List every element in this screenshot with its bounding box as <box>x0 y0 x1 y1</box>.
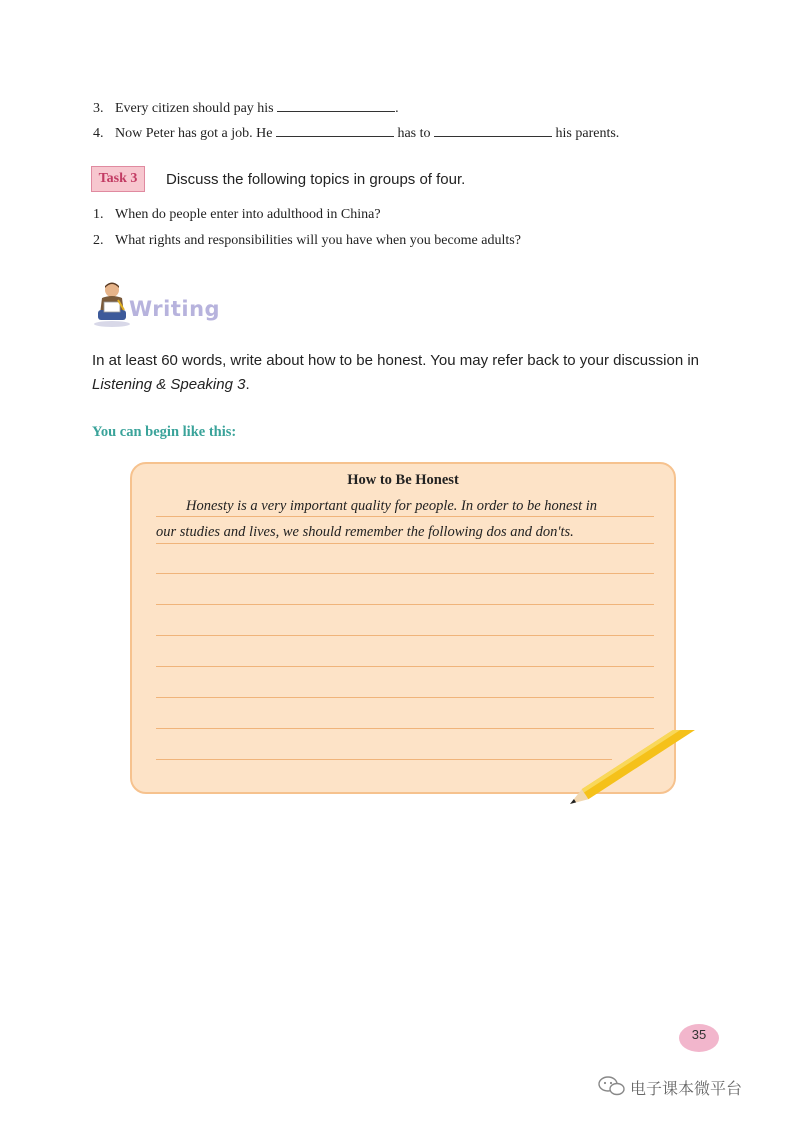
instruction-text: In at least 60 words, write about how to be honest. You may refer back to your discussion in <box>92 352 700 369</box>
question-item <box>93 233 521 249</box>
item-text: Every citizen should pay his <box>115 101 274 116</box>
question-number: 2. <box>93 233 104 248</box>
item-text-end: . <box>395 101 399 116</box>
page-number: 35 <box>679 1024 719 1052</box>
writing-line <box>156 543 654 544</box>
writing-line[interactable] <box>156 635 654 636</box>
reference-text: Listening & Speaking 3 <box>92 376 246 393</box>
writing-line[interactable] <box>156 728 654 729</box>
answer-blank[interactable] <box>277 99 395 112</box>
item-number: 4. <box>93 126 104 141</box>
question-number: 1. <box>93 207 104 222</box>
writing-instruction <box>92 352 699 369</box>
writing-line[interactable] <box>156 697 654 698</box>
writing-line[interactable] <box>156 666 654 667</box>
instruction-end: . <box>245 376 250 393</box>
writing-line <box>156 516 654 517</box>
writing-line[interactable] <box>156 573 654 574</box>
item-number: 3. <box>93 101 104 116</box>
question-text: What rights and responsibilities will you have when you become adults? <box>115 233 521 248</box>
item-text-middle: has to <box>397 126 431 141</box>
task-badge: Task 3 <box>91 166 145 192</box>
item-text-end: his parents. <box>555 126 620 141</box>
writing-line[interactable] <box>156 604 654 605</box>
answer-blank[interactable] <box>276 124 394 137</box>
question-item <box>93 207 381 223</box>
wechat-icon <box>597 1075 627 1097</box>
pencil-icon <box>560 730 716 812</box>
exercise-item-4 <box>93 124 619 142</box>
answer-blank[interactable] <box>434 124 552 137</box>
question-text: When do people enter into adulthood in China? <box>115 207 381 222</box>
box-text-line-1: Honesty is a very important quality for people. In order to be honest in <box>186 498 598 514</box>
student-writing-icon <box>88 280 132 328</box>
item-text: Now Peter has got a job. He <box>115 126 273 141</box>
watermark-text: 电子课本微平台 <box>630 1079 743 1098</box>
box-text-line-2: our studies and lives, we should remember the following dos and don'ts. <box>156 524 574 540</box>
task-instruction: Discuss the following topics in groups of four. <box>166 171 466 188</box>
begin-prompt: You can begin like this: <box>92 424 237 440</box>
exercise-item-3 <box>93 99 399 117</box>
writing-instruction-ref <box>92 376 250 393</box>
writing-line[interactable] <box>156 759 612 760</box>
box-title: How to Be Honest <box>347 472 459 488</box>
section-title-writing: Writing <box>129 297 221 321</box>
